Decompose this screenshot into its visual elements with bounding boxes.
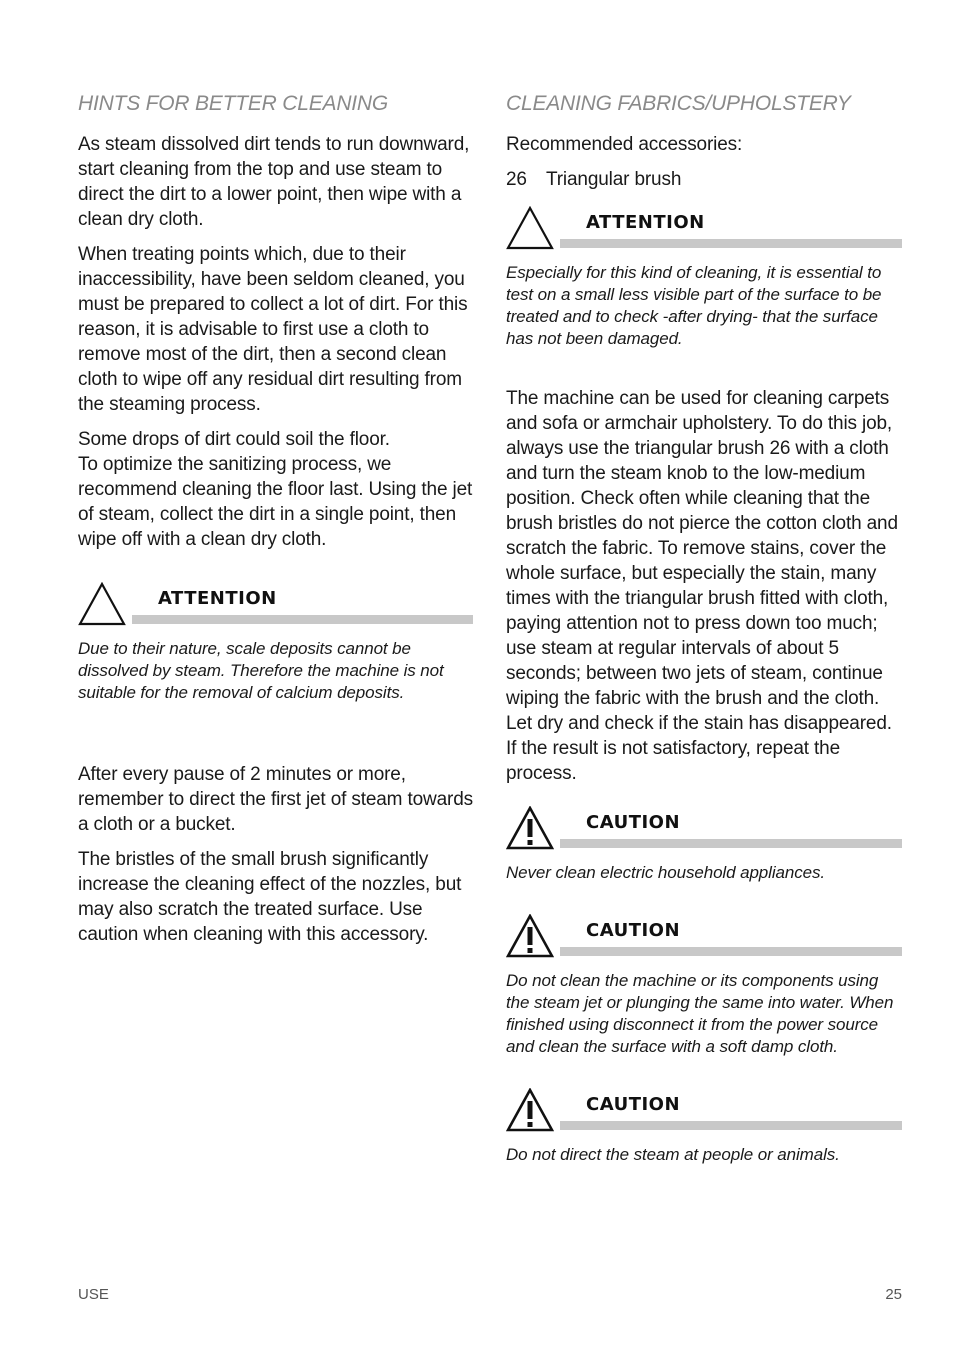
notice-divider <box>132 615 473 624</box>
paragraph: When treating points which, due to their inaccessibility, have been seldom cleaned, you must be prepared to collect a lot of dirt. For this reason, it is advisable to first use a cloth to remove most of the dirt, then a second clean cloth to wipe off any residual dirt resulting from the steaming process. <box>78 244 468 415</box>
paragraph: The machine can be used for cleaning carpets and sofa or armchair upholstery. To do this job, always use the triangular brush 26 with a cloth and turn the steam knob to the low-medium position. Check often while cleaning that the brush bristles do not pierce the cotton cloth and scratch the fabric. To remove stains, cover the whole surface, but especially the stain, many times with the triangular brush fitted with cloth, paying attention not to press down too much; use steam at regular intervals of about 5 seconds; between two jets of steam, continue wiping the fabric with the brush and the cloth. Let dry and check if the stain has disappeared. If the result is not satisfactory, repeat the process. <box>506 388 898 784</box>
accessory-item <box>506 167 902 192</box>
caution-notice <box>506 1088 902 1166</box>
paragraph: As steam dissolved dirt tends to run downward, start cleaning from the top and use steam to direct the dirt to a lower point, then wipe with a clean dry cloth. <box>78 134 470 230</box>
attention-title: ATTENTION <box>158 588 277 609</box>
caution-title: CAUTION <box>586 920 681 941</box>
paragraph-line: To optimize the sanitizing process, we recommend cleaning the floor last. Using the jet of steam, collect the dirt in a single point, then wipe off with a clean dry cloth. <box>78 454 473 550</box>
notice-divider <box>560 839 902 848</box>
notice-divider <box>560 239 902 248</box>
notice-divider <box>560 1121 902 1130</box>
section-heading-fabrics: CLEANING FABRICS/UPHOLSTERY <box>506 92 851 115</box>
attention-title: ATTENTION <box>586 212 705 233</box>
attention-notice <box>78 582 473 704</box>
notice-divider <box>560 947 902 956</box>
paragraph: The bristles of the small brush significantly increase the cleaning effect of the nozzles, but may also scratch the treated surface. Use caution when cleaning with this accessory. <box>78 849 462 945</box>
paragraph-line: Some drops of dirt could soil the floor. <box>78 429 390 450</box>
section-heading-hints: HINTS FOR BETTER CLEANING <box>78 92 389 115</box>
caution-notice <box>506 806 902 884</box>
caution-text: Do not clean the machine or its components using the steam jet or plunging the same into water. When finished using disconnect it from the power source and clean the surface with a soft damp cloth. <box>506 971 894 1056</box>
page-number: 25 <box>885 1286 902 1303</box>
accessories-label: Recommended accessories: <box>506 134 743 155</box>
warning-icon <box>506 914 554 958</box>
caution-title: CAUTION <box>586 1094 681 1115</box>
caution-title: CAUTION <box>586 812 681 833</box>
attention-notice <box>506 206 902 350</box>
left-column <box>78 88 473 957</box>
warning-icon <box>506 806 554 850</box>
attention-triangle-icon <box>506 206 554 250</box>
paragraph: After every pause of 2 minutes or more, remember to direct the first jet of steam towards a cloth or a bucket. <box>78 764 473 835</box>
accessory-number: 26 <box>506 169 527 190</box>
attention-triangle-icon <box>78 582 126 626</box>
paragraph <box>78 427 473 552</box>
attention-text: Due to their nature, scale deposits cannot be dissolved by steam. Therefore the machine is not suitable for the removal of calcium deposits. <box>78 639 444 702</box>
footer-section-label: USE <box>78 1286 109 1303</box>
accessory-name: Triangular brush <box>546 169 682 190</box>
attention-text: Especially for this kind of cleaning, it is essential to test on a small less visible part of the surface to be treated and to check -after drying- that the surface has not been damaged. <box>506 263 882 348</box>
warning-icon <box>506 1088 554 1132</box>
caution-text: Never clean electric household appliances. <box>506 863 825 882</box>
caution-notice <box>506 914 902 1058</box>
right-column <box>506 88 902 1176</box>
caution-text: Do not direct the steam at people or animals. <box>506 1145 840 1164</box>
